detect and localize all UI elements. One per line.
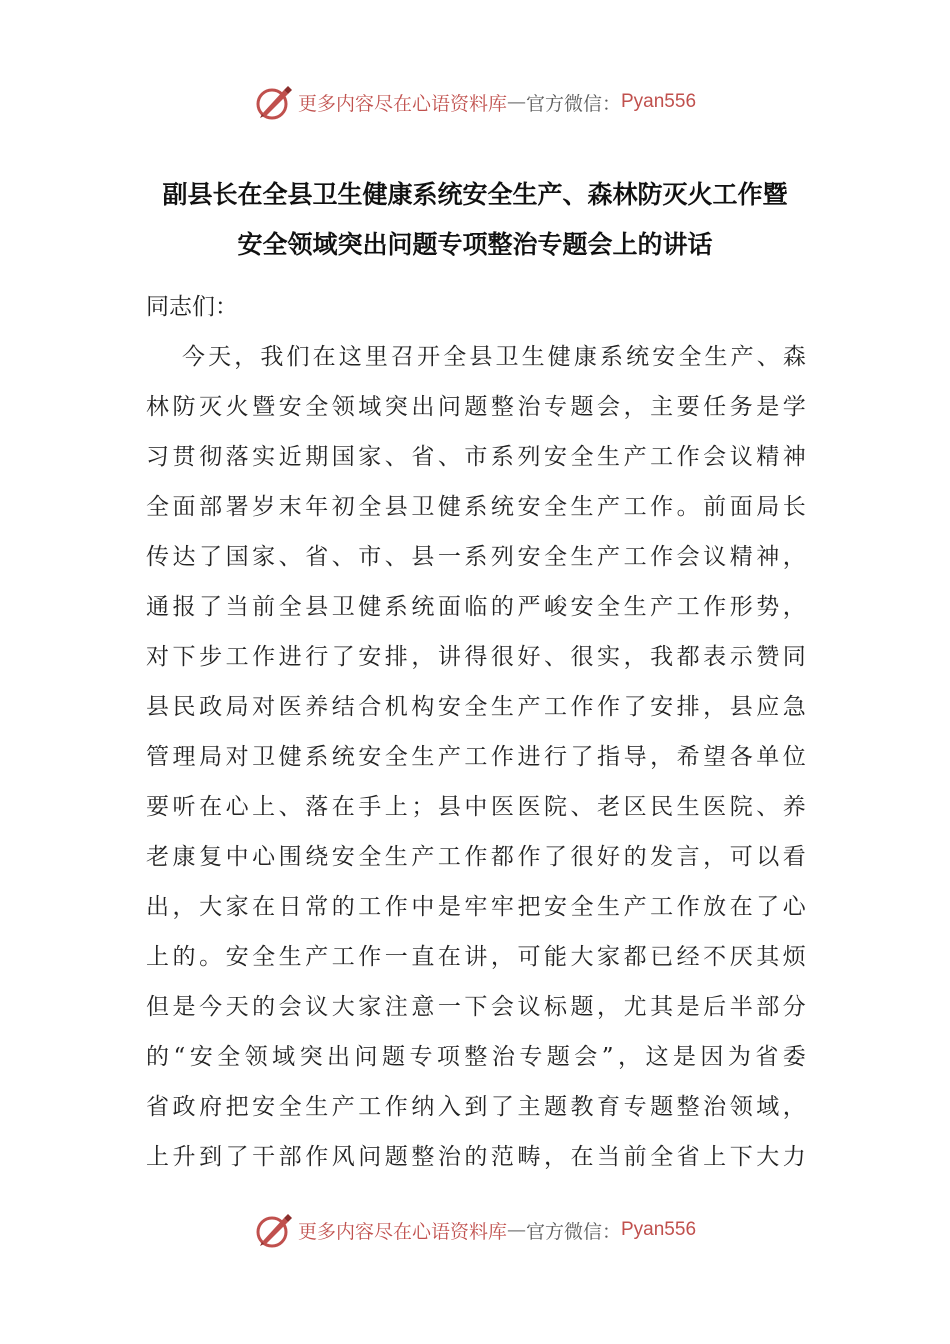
header-banner-wechat-label: 官方微信：: [525, 92, 621, 115]
body-line: 要 听 在 心 上 、 落 在 手 上 ； 县 中 医 医 院 、 老 区 民 生 医 院 、 养: [146, 794, 806, 820]
footer-banner-separator: —: [506, 1219, 526, 1241]
header-banner: [0, 80, 950, 124]
body-text: [146, 332, 806, 1182]
footer-banner-wechat-label: 官方微信：: [525, 1220, 621, 1243]
body-line: 省 政 府 把 安 全 生 产 工 作 纳 入 到 了 主 题 教 育 专 题 整 治 领 域 ，: [146, 1094, 806, 1120]
body-line: 今 天 ， 我 们 在 这 里 召 开 全 县 卫 生 健 康 系 统 安 全 生 产 、 森: [182, 344, 806, 370]
pen-logo-icon: [254, 1210, 294, 1250]
header-banner-main: 更多内容尽在心语资料库: [297, 92, 507, 115]
body-line: 全 面 部 署 岁 末 年 初 全 县 卫 健 系 统 安 全 生 产 工 作 。 前 面 局 长: [146, 494, 806, 520]
body-line: 县 民 政 局 对 医 养 结 合 机 构 安 全 生 产 工 作 作 了 安 排 ， 县 应 急: [146, 694, 806, 720]
footer-banner: [0, 1208, 950, 1252]
body-line: 对 下 步 工 作 进 行 了 安 排 ， 讲 得 很 好 、 很 实 ， 我 都 表 示 赞 同: [146, 644, 806, 670]
body-line: 上 升 到 了 干 部 作 风 问 题 整 治 的 范 畴 ， 在 当 前 全 省 上 下 大 力: [146, 1144, 806, 1170]
body-line: 通 报 了 当 前 全 县 卫 健 系 统 面 临 的 严 峻 安 全 生 产 工 作 形 势 ，: [146, 594, 806, 620]
footer-banner-text: [298, 1217, 696, 1244]
footer-banner-main: 更多内容尽在心语资料库: [297, 1220, 507, 1243]
header-banner-text: [298, 89, 696, 116]
body-line: 管 理 局 对 卫 健 系 统 安 全 生 产 工 作 进 行 了 指 导 ， 希 望 各 单 位: [146, 744, 806, 770]
body-line: 但 是 今 天 的 会 议 大 家 注 意 一 下 会 议 标 题 ， 尤 其 是 后 半 部 分: [146, 994, 806, 1020]
title-line-1: 副县长在全县卫生健康系统安全生产、森林防灭火工作暨: [162, 180, 788, 209]
body-line: 林 防 灭 火 暨 安 全 领 域 突 出 问 题 整 治 专 题 会 ， 主 要 任 务 是 学: [146, 394, 806, 420]
body-line: 习 贯 彻 落 实 近 期 国 家 、 省 、 市 系 列 安 全 生 产 工 作 会 议 精 神: [146, 444, 806, 470]
header-banner-wechat-id: Pyan556: [621, 91, 697, 112]
pen-logo-icon: [254, 82, 294, 122]
footer-banner-wechat-id: Pyan556: [621, 1219, 697, 1240]
body-line: 上 的 。 安 全 生 产 工 作 一 直 在 讲 ， 可 能 大 家 都 已 经 不 厌 其 烦: [146, 944, 806, 970]
body-line: 出 ， 大 家 在 日 常 的 工 作 中 是 牢 牢 把 安 全 生 产 工 作 放 在 了 心: [146, 894, 806, 920]
body-line: 的 “ 安 全 领 域 突 出 问 题 专 项 整 治 专 题 会 ” ， 这 是 因 为 省 委: [146, 1044, 806, 1070]
document-title: [0, 170, 950, 270]
greeting: 同志们：: [146, 294, 238, 320]
body-line: 老 康 复 中 心 围 绕 安 全 生 产 工 作 都 作 了 很 好 的 发 言 ， 可 以 看: [146, 844, 806, 870]
title-line-2: 安全领域突出问题专项整治专题会上的讲话: [237, 230, 713, 259]
body-line: 传 达 了 国 家 、 省 、 市 、 县 一 系 列 安 全 生 产 工 作 会 议 精 神 ，: [146, 544, 806, 570]
header-banner-separator: —: [506, 91, 526, 113]
